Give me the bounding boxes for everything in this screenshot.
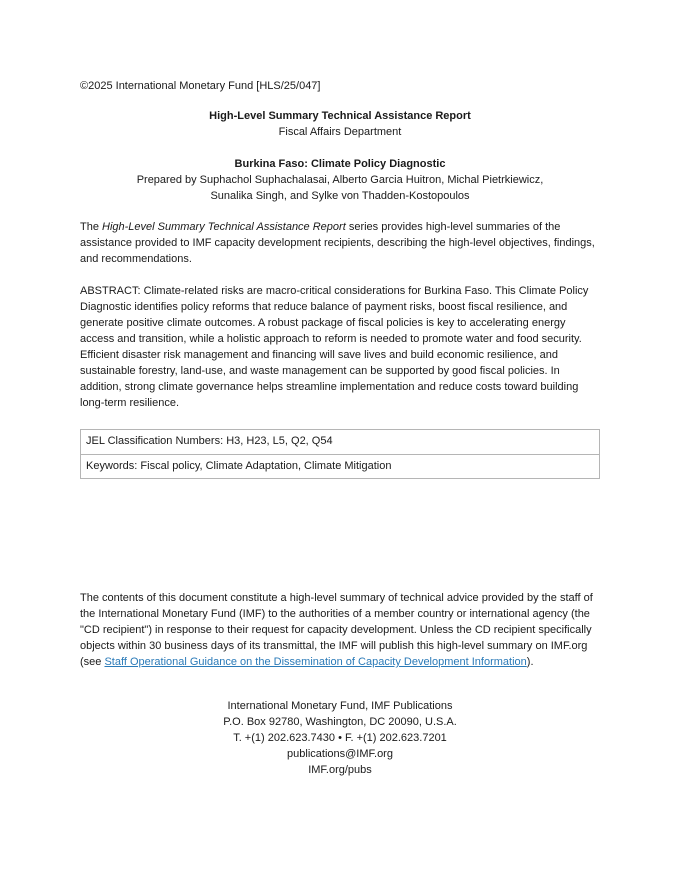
- disclaimer-paragraph: [80, 590, 600, 670]
- keywords-row: Keywords: Fiscal policy, Climate Adaptation, Climate Mitigation: [81, 454, 599, 478]
- classification-table: [80, 429, 600, 479]
- disclaimer-closing: ).: [526, 656, 534, 668]
- abstract-paragraph: ABSTRACT: Climate-related risks are macro-critical considerations for Burkina Faso. This Climate Policy Diagnostic identifies policy reforms that reduce balance of payment risks, boost fiscal resilience, and generate positive climate outcomes. A robust package of fiscal policies is key to accelerating energy access and transition, while a holistic approach to reform is needed to promote water and food security. Efficient disaster risk management and financing will save lives and build economic resilience, and sustainable forestry, land-use, and waste management can be supported by good fiscal policies. In addition, strong climate governance helps streamline implementation and reduce costs toward building long-term resilience.: [80, 285, 589, 409]
- intro-paragraph: [80, 219, 600, 267]
- jel-classification-row: JEL Classification Numbers: H3, H23, L5, Q2, Q54: [86, 435, 333, 447]
- copyright-notice: ©2025 International Monetary Fund [HLS/25/047]: [80, 80, 321, 92]
- contact-phone: T. +(1) 202.623.7430 • F. +(1) 202.623.7201: [233, 732, 447, 744]
- report-title: Burkina Faso: Climate Policy Diagnostic: [234, 158, 446, 170]
- guidance-link[interactable]: Staff Operational Guidance on the Dissemination of Capacity Development Information: [104, 656, 527, 668]
- contact-email[interactable]: publications@IMF.org: [287, 748, 393, 760]
- intro-suffix: series provides high-level summaries of the assistance provided to IMF capacity development recipients, describing the high-level objectives, findings, and recommendations.: [80, 221, 595, 265]
- contact-block: [80, 698, 600, 778]
- intro-series-name: High-Level Summary Technical Assistance Report: [102, 221, 346, 233]
- disclaimer-text: The contents of this document constitute a high-level summary of technical advice provided by the staff of the International Monetary Fund (IMF) to the authorities of a member country or international agency (the "CD recipient") in response to their request for capacity development. Unless the CD recipient specifically objects within 30 business days of its transmittal, the IMF will publish this high-level summary on IMF.org (see: [80, 592, 593, 668]
- contact-org: International Monetary Fund, IMF Publications: [227, 700, 453, 712]
- authors-line-1: Prepared by Suphachol Suphachalasai, Alberto Garcia Huitron, Michal Pietrkiewicz,: [136, 174, 544, 186]
- series-title: High-Level Summary Technical Assistance Report: [209, 110, 471, 122]
- contact-address: P.O. Box 92780, Washington, DC 20090, U.S.A.: [223, 716, 457, 728]
- intro-prefix: The: [80, 221, 103, 233]
- authors-line-2: Sunalika Singh, and Sylke von Thadden-Kostopoulos: [210, 190, 470, 202]
- contact-website[interactable]: IMF.org/pubs: [308, 764, 372, 776]
- report-header: [80, 108, 600, 204]
- department-name: Fiscal Affairs Department: [278, 126, 402, 138]
